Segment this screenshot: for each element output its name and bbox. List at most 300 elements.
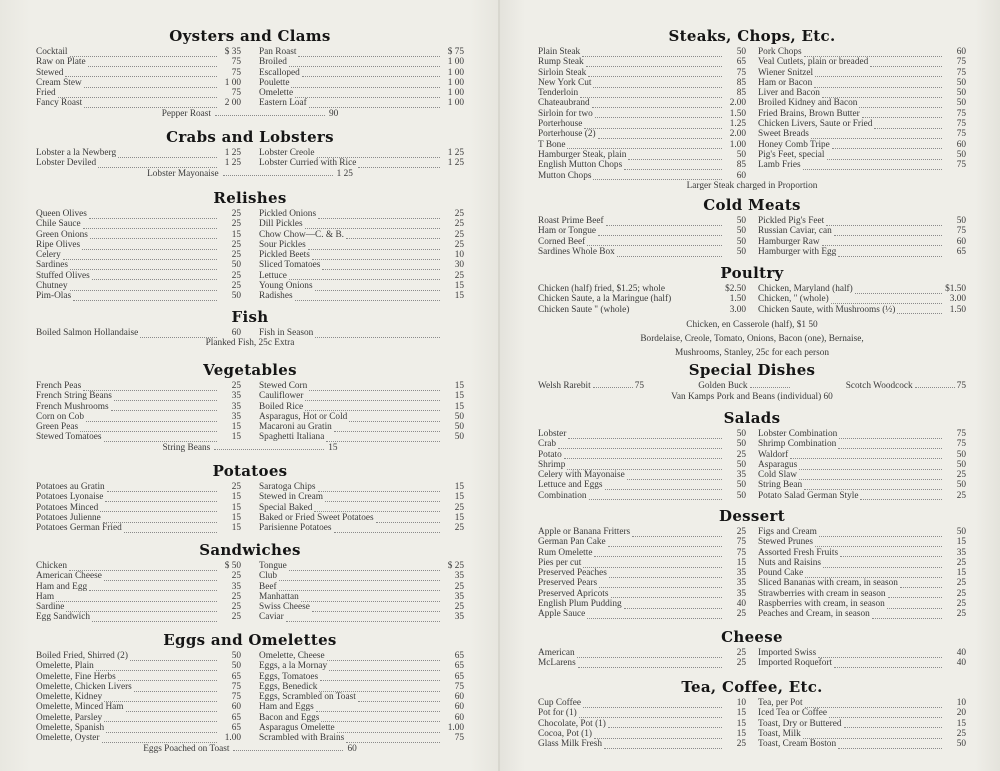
menu-item-price: 50 (736, 429, 746, 439)
menu-item-name: Hamburger Steak, plain (538, 149, 627, 160)
dot-leader (589, 493, 722, 500)
menu-item (538, 140, 746, 150)
menu-item-name: Dill Pickles (259, 219, 303, 230)
menu-item-price: $ 35 (224, 47, 241, 57)
menu-item-price: 1.00 (224, 733, 241, 744)
menu-item (36, 602, 241, 612)
footer-item (36, 443, 464, 454)
dot-leader (632, 530, 722, 537)
menu-item-price: 75 (956, 119, 966, 130)
menu-item-price: 15 (956, 718, 966, 729)
dot-leader (822, 91, 942, 98)
menu-item-name: Sliced Tomatoes (259, 260, 321, 271)
menu-item (36, 733, 241, 743)
menu-item (36, 412, 241, 422)
menu-item (758, 140, 966, 150)
menu-item-name: Glass Milk Fresh (538, 739, 603, 750)
menu-item-price: 50 (956, 77, 966, 88)
menu-item (538, 537, 746, 547)
menu-item-price: 15 (454, 291, 464, 302)
menu-item-price: 20 (956, 708, 966, 719)
menu-item-name: Sardine (36, 602, 65, 613)
dot-leader (558, 442, 722, 449)
menu-item (538, 305, 746, 315)
dot-leader (291, 81, 440, 88)
menu-item-name: Eggs, Tomatoes (259, 671, 319, 682)
menu-item (259, 682, 464, 692)
menu-item-price: 75 (231, 692, 241, 703)
dot-leader (587, 612, 722, 619)
menu-item-price: 15 (231, 432, 241, 443)
dot-leader (594, 550, 722, 557)
menu-item (758, 609, 966, 619)
menu-item-name: Scrambled with Brains (259, 733, 345, 744)
menu-item-price: 35 (736, 568, 746, 579)
menu-item-name: Mutton Chops (538, 170, 592, 181)
dot-leader (799, 473, 942, 480)
menu-item-name: French Mushrooms (36, 401, 109, 412)
menu-item (259, 158, 464, 168)
menu-item (758, 658, 966, 668)
menu-item-name: Porterhouse (538, 119, 583, 130)
menu-item-name: Pickled Pig's Feet (758, 216, 825, 226)
menu-item (758, 470, 966, 480)
menu-item-name: McLarens (538, 658, 576, 669)
section-title: Oysters and Clams (169, 27, 331, 45)
dot-leader (298, 50, 440, 57)
menu-item (758, 599, 966, 609)
dot-leader (70, 284, 217, 291)
menu-item-name: Eggs, Benedick (259, 681, 318, 692)
menu-item (538, 439, 746, 449)
dot-leader (289, 564, 440, 571)
section-title: Dessert (719, 507, 785, 525)
dot-leader (349, 415, 440, 422)
menu-item (36, 209, 241, 219)
menu-item-name: Pies per cut (538, 557, 582, 568)
dot-leader (805, 571, 942, 578)
dot-leader (608, 721, 722, 728)
menu-item-price: 50 (231, 260, 241, 271)
menu-item-name: Rump Steak (538, 57, 584, 68)
menu-item-name: Chow Chow—C. & B. (259, 229, 344, 240)
menu-item (758, 568, 966, 578)
special-item-2: Golden Buck (698, 381, 791, 392)
menu-item-name: Celery (36, 250, 61, 261)
menu-item-name: Broiled Kidney and Bacon (758, 98, 858, 109)
menu-item-price: 1 25 (224, 158, 241, 169)
menu-item-name: Russian Caviar, can (758, 226, 832, 237)
menu-item (36, 612, 241, 622)
menu-item (538, 648, 746, 658)
dot-leader (98, 161, 217, 168)
menu-item-price: 75 (454, 681, 464, 692)
menu-item-name: Potato (538, 449, 562, 460)
menu-item-price: 25 (454, 270, 464, 281)
menu-item-price: 40 (736, 599, 746, 610)
menu-item-name: Ham and Egg (36, 581, 88, 592)
menu-item (758, 119, 966, 129)
menu-item-price: 75 (231, 88, 241, 99)
menu-column-1 (538, 216, 746, 257)
menu-column-1 (36, 381, 241, 443)
section-title: Sandwiches (199, 541, 301, 559)
menu-column-2 (758, 429, 966, 501)
menu-column-1 (538, 284, 746, 315)
menu-item-name: Wiener Snitzel (758, 67, 814, 78)
menu-item-price: 25 (736, 658, 746, 669)
menu-item-price: 25 (231, 281, 241, 292)
footer-item-name: Pepper Roast (161, 108, 212, 119)
menu-item-price: 25 (956, 578, 966, 589)
menu-item-name: Strawberries with cream in season (758, 588, 886, 599)
menu-item-name: Raspberries with cream, in season (758, 599, 885, 610)
menu-item-price: 75 (956, 129, 966, 140)
menu-item-price: 15 (736, 557, 746, 568)
dot-leader (70, 263, 217, 270)
dot-leader (628, 153, 722, 160)
dot-leader (312, 605, 440, 612)
menu-item-price: 85 (736, 88, 746, 99)
menu-item-price: 15 (231, 523, 241, 534)
dot-leader (126, 705, 217, 712)
menu-item (538, 160, 746, 170)
menu-item-name: French String Beans (36, 391, 112, 402)
menu-item-price: 85 (736, 160, 746, 171)
dot-leader (606, 219, 722, 226)
menu-item (259, 592, 464, 602)
menu-item-name: Crab (538, 439, 557, 450)
menu-item-name: Escalloped (259, 67, 300, 78)
menu-item-price: 15 (454, 482, 464, 492)
section-potatoes (36, 461, 464, 533)
section-eggs-and-omelettes (36, 630, 464, 754)
menu-item-price: 40 (956, 658, 966, 669)
menu-item (538, 578, 746, 588)
menu-item-price: 50 (736, 47, 746, 57)
dot-leader (327, 654, 440, 661)
menu-item-price: 30 (454, 260, 464, 271)
dot-leader (598, 229, 722, 236)
menu-item (538, 284, 746, 294)
menu-item (538, 548, 746, 558)
menu-item-name: Baked or Fried Sweet Potatoes (259, 512, 374, 523)
special-items-row (538, 381, 966, 392)
menu-item-price: 60 (231, 702, 241, 713)
poultry-line-2: Bordelaise, Creole, Tomato, Onions, Bacon (one), Bernaise, (640, 333, 864, 344)
menu-item-name: Sirloin for two (538, 108, 593, 119)
section-title: Poultry (720, 264, 784, 282)
dot-leader (56, 595, 217, 602)
dot-leader (66, 605, 217, 612)
menu-item-name: Pot for (1) (538, 708, 577, 719)
dot-leader (134, 685, 217, 692)
menu-item (259, 219, 464, 229)
menu-item-price: 35 (231, 391, 241, 402)
menu-item (36, 661, 241, 671)
menu-item (758, 88, 966, 98)
menu-item-price: 75 (736, 537, 746, 548)
menu-item-name: Potatoes au Gratin (36, 482, 105, 492)
menu-item-name: Pig's Feet, special (758, 149, 825, 160)
menu-item-name: Radishes (259, 291, 293, 302)
menu-item-price: 25 (956, 588, 966, 599)
menu-item-price: 65 (231, 671, 241, 682)
menu-item (758, 589, 966, 599)
menu-item (758, 729, 966, 739)
menu-item-price: 25 (454, 209, 464, 219)
menu-item-name: Eggs, a la Mornay (259, 661, 328, 672)
menu-item-price: 15 (454, 391, 464, 402)
menu-item-name: Nuts and Raisins (758, 557, 822, 568)
menu-item-price: 1.00 (447, 723, 464, 734)
menu-item-name: Potatoes German Fried (36, 523, 122, 534)
menu-column-1 (36, 209, 241, 302)
menu-item-name: Lobster Curried with Rice (259, 158, 357, 169)
section-sandwiches (36, 540, 464, 623)
menu-item-price: 50 (736, 490, 746, 501)
menu-item (538, 450, 746, 460)
section-title: Relishes (213, 189, 287, 207)
menu-item-name: Porterhouse (2) (538, 129, 596, 140)
menu-item-price: 60 (956, 47, 966, 57)
menu-item (538, 599, 746, 609)
menu-item-price: 35 (956, 547, 966, 558)
menu-item-price: 35 (736, 470, 746, 481)
menu-item-name: Poulette (259, 77, 290, 88)
menu-column-1 (538, 527, 746, 620)
dot-leader (104, 574, 217, 581)
dot-leader (608, 540, 722, 547)
menu-item-name: Chateaubrand (538, 98, 590, 109)
dot-leader (107, 485, 217, 492)
menu-item-price: 25 (956, 599, 966, 610)
footer-item (36, 109, 464, 120)
menu-item-name: Sweet Breads (758, 129, 809, 140)
menu-item (259, 503, 464, 513)
menu-item-name: Pork Chops (758, 47, 802, 57)
menu-item (259, 88, 464, 98)
menu-item-name: Figs and Cream (758, 527, 817, 537)
dot-leader (804, 50, 942, 57)
menu-item-name: Tongue (259, 561, 287, 571)
dot-leader (564, 452, 722, 459)
dot-leader (130, 654, 217, 661)
menu-column-1 (36, 651, 241, 744)
menu-item (758, 216, 966, 226)
menu-item-price: 25 (231, 591, 241, 602)
menu-item-price: 15 (454, 492, 464, 503)
menu-item-name: Chutney (36, 281, 68, 292)
section-crabs-and-lobsters (36, 127, 464, 179)
menu-item-price: 50 (231, 661, 241, 672)
menu-column-2 (259, 381, 464, 443)
menu-item-name: Chocolate, Pot (1) (538, 718, 606, 729)
menu-item-price: 25 (956, 470, 966, 481)
dot-leader (84, 101, 217, 108)
menu-item (758, 160, 966, 170)
menu-item-name: Shrimp Combination (758, 439, 837, 450)
menu-item-price: 25 (454, 602, 464, 613)
dot-leader (790, 452, 942, 459)
menu-item (538, 480, 746, 490)
menu-item-name: Omelette, Fine Herbs (36, 671, 116, 682)
dot-leader (309, 384, 440, 391)
dot-leader (295, 91, 440, 98)
dot-leader (233, 744, 343, 751)
menu-item (259, 412, 464, 422)
section-title: Cold Meats (703, 196, 801, 214)
menu-column-2 (758, 648, 966, 669)
dot-leader (103, 516, 217, 523)
dot-leader (69, 564, 217, 571)
menu-item-name: Lobster Creole (259, 148, 315, 158)
menu-item-name: Potatoes Lyonaise (36, 492, 104, 503)
menu-column-1 (538, 47, 746, 181)
menu-column-1 (36, 47, 241, 109)
menu-item (259, 582, 464, 592)
dot-leader (872, 612, 942, 619)
menu-item (758, 109, 966, 119)
menu-item-name: Chicken (half) fried, $1.25; whole (538, 284, 666, 294)
dot-leader (819, 530, 942, 537)
menu-item (36, 432, 241, 442)
menu-item-price: 60 (454, 712, 464, 723)
menu-item-name: Lobster Combination (758, 429, 838, 439)
dot-leader (811, 132, 942, 139)
menu-item-price: 25 (956, 557, 966, 568)
menu-item (758, 537, 966, 547)
section-vegetables (36, 360, 464, 453)
menu-item-name: Green Peas (36, 422, 79, 433)
section-steaks-chops (538, 26, 966, 191)
menu-item-name: Stewed Prunes (758, 537, 814, 548)
poultry-line-1: Chicken, en Casserole (half), $1 50 (686, 319, 818, 330)
dot-leader (586, 60, 722, 67)
menu-item-price: 65 (231, 712, 241, 723)
menu-item-price: 15 (454, 512, 464, 523)
menu-item-price: 75 (231, 681, 241, 692)
dot-leader (308, 243, 440, 250)
dot-leader (118, 674, 217, 681)
menu-item-price: 50 (454, 432, 464, 443)
menu-item-price: 25 (736, 609, 746, 620)
dot-leader (305, 222, 440, 229)
menu-item-price: 60 (454, 702, 464, 713)
menu-item (36, 713, 241, 723)
menu-item (259, 702, 464, 712)
dot-leader (862, 111, 942, 118)
menu-item (538, 119, 746, 129)
menu-item-price: 25 (231, 381, 241, 391)
dot-leader (289, 273, 440, 280)
section-tea-coffee (538, 677, 966, 749)
dot-leader (319, 685, 440, 692)
dot-leader (584, 122, 722, 129)
menu-item-name: Preserved Apricots (538, 588, 609, 599)
dot-leader (302, 70, 440, 77)
menu-item (259, 713, 464, 723)
menu-item-price: 60 (736, 170, 746, 181)
dot-leader (65, 70, 217, 77)
menu-item (36, 651, 241, 661)
dot-leader (814, 81, 942, 88)
menu-item-name: Asparagus Omelette (259, 723, 335, 734)
dot-leader (337, 726, 440, 733)
menu-item-name: Lamb Fries (758, 160, 801, 171)
menu-item (259, 291, 464, 301)
menu-item-price: 25 (956, 728, 966, 739)
section-cheese (538, 627, 966, 669)
dot-leader (58, 91, 217, 98)
menu-item (36, 260, 241, 270)
dot-leader (624, 602, 722, 609)
menu-item-price: 15 (736, 728, 746, 739)
menu-item (538, 57, 746, 67)
menu-item-price: 50 (736, 216, 746, 226)
menu-item-price: 15 (956, 568, 966, 579)
menu-item (259, 68, 464, 78)
dot-leader (609, 571, 722, 578)
menu-item (758, 708, 966, 718)
dot-leader (312, 253, 440, 260)
menu-item (538, 237, 746, 247)
special-footer: Van Kamps Pork and Beans (individual) 60 (671, 391, 833, 402)
menu-item-name: Pound Cake (758, 568, 804, 579)
menu-item (538, 68, 746, 78)
menu-item-price: 75 (956, 439, 966, 450)
dot-leader (89, 212, 217, 219)
dot-leader (831, 297, 942, 304)
menu-item (36, 230, 241, 240)
dot-leader (114, 394, 217, 401)
menu-item-name: Lettuce and Eggs (538, 480, 603, 491)
menu-item-price: 25 (231, 482, 241, 492)
menu-item-name: Omelette, Chicken Livers (36, 681, 132, 692)
menu-item-name: Bacon and Eggs (259, 712, 320, 723)
menu-item-price: 60 (956, 236, 966, 247)
menu-item-price: 75 (956, 57, 966, 68)
dot-leader (105, 495, 217, 502)
dot-leader (301, 595, 440, 602)
menu-item-price: 50 (736, 480, 746, 491)
menu-item (758, 247, 966, 257)
menu-item (36, 78, 241, 88)
menu-item (259, 692, 464, 702)
menu-item (259, 281, 464, 291)
menu-column-2 (758, 216, 966, 257)
menu-item (538, 470, 746, 480)
menu-item-price: 25 (736, 739, 746, 750)
menu-item (36, 47, 241, 57)
footer-item (36, 744, 464, 755)
footer-item-name: String Beans (162, 442, 211, 453)
menu-item (758, 98, 966, 108)
dot-leader (305, 404, 440, 411)
menu-item-price: 50 (736, 459, 746, 470)
dot-leader (888, 591, 942, 598)
dot-leader (320, 674, 440, 681)
menu-item-price: 1.50 (729, 294, 746, 305)
menu-item-name: American Cheese (36, 571, 102, 582)
dot-leader (631, 307, 722, 314)
section-dessert (538, 506, 966, 620)
dot-leader (605, 483, 722, 490)
menu-item-name: Toast, Milk (758, 728, 801, 739)
menu-item (259, 482, 464, 492)
menu-item-name: Sour Pickles (259, 239, 306, 250)
menu-item-name: Pickled Onions (259, 209, 317, 219)
